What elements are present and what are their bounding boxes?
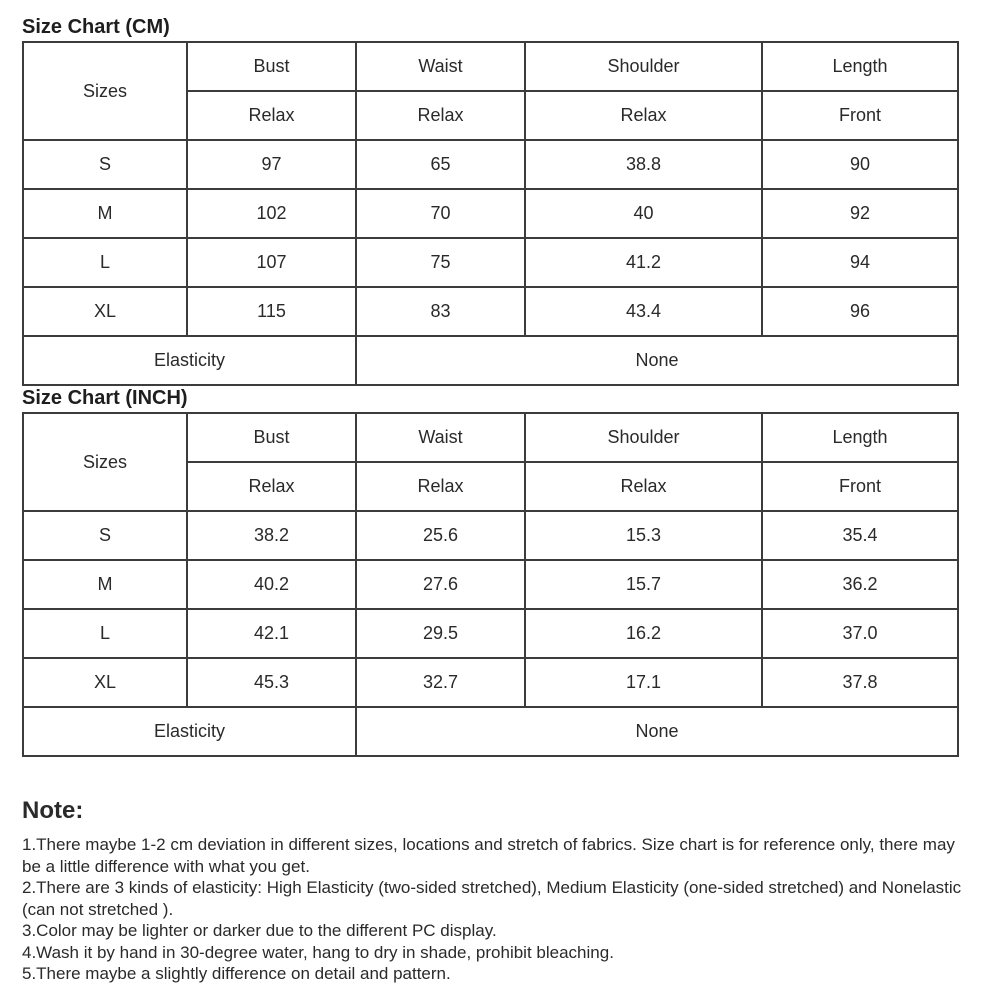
bust-cell: 102 (187, 189, 356, 238)
waist-header: Waist (356, 42, 525, 91)
sizes-header: Sizes (23, 413, 187, 511)
table-row (23, 140, 958, 189)
length-subheader: Front (762, 91, 958, 140)
length-cell: 96 (762, 287, 958, 336)
size-cell: XL (23, 658, 187, 707)
shoulder-subheader: Relax (525, 462, 762, 511)
size-cell: L (23, 609, 187, 658)
waist-cell: 29.5 (356, 609, 525, 658)
table-row (23, 658, 958, 707)
waist-cell: 27.6 (356, 560, 525, 609)
waist-subheader: Relax (356, 91, 525, 140)
size-cell: S (23, 140, 187, 189)
length-cell: 37.8 (762, 658, 958, 707)
shoulder-cell: 38.8 (525, 140, 762, 189)
length-subheader: Front (762, 462, 958, 511)
shoulder-cell: 41.2 (525, 238, 762, 287)
table-row (23, 609, 958, 658)
bust-subheader: Relax (187, 91, 356, 140)
size-cell: M (23, 560, 187, 609)
size-chart-cm-table (22, 41, 959, 386)
size-chart-inch-title: Size Chart (INCH) (22, 387, 188, 409)
waist-subheader: Relax (356, 462, 525, 511)
note-item: 2.There are 3 kinds of elasticity: High Elasticity (two-sided stretched), Medium Elasticity (one-sided stretched) and Nonelastic (can not stretched ). (22, 878, 962, 919)
elasticity-label: Elasticity (23, 707, 356, 756)
size-cell: XL (23, 287, 187, 336)
table-row (23, 238, 958, 287)
bust-cell: 97 (187, 140, 356, 189)
bust-header: Bust (187, 413, 356, 462)
shoulder-cell: 40 (525, 189, 762, 238)
length-cell: 36.2 (762, 560, 958, 609)
length-cell: 37.0 (762, 609, 958, 658)
length-cell: 92 (762, 189, 958, 238)
note-item: 3.Color may be lighter or darker due to the different PC display. (22, 921, 497, 940)
length-cell: 94 (762, 238, 958, 287)
size-cell: L (23, 238, 187, 287)
note-item: 5.There maybe a slightly difference on detail and pattern. (22, 964, 451, 983)
bust-cell: 107 (187, 238, 356, 287)
elasticity-row (23, 707, 958, 756)
shoulder-subheader: Relax (525, 91, 762, 140)
elasticity-row (23, 336, 958, 385)
waist-cell: 32.7 (356, 658, 525, 707)
elasticity-value: None (356, 336, 958, 385)
waist-cell: 65 (356, 140, 525, 189)
shoulder-cell: 17.1 (525, 658, 762, 707)
length-cell: 90 (762, 140, 958, 189)
waist-header: Waist (356, 413, 525, 462)
bust-cell: 45.3 (187, 658, 356, 707)
size-cell: M (23, 189, 187, 238)
bust-cell: 40.2 (187, 560, 356, 609)
table-row (23, 287, 958, 336)
bust-cell: 38.2 (187, 511, 356, 560)
shoulder-cell: 15.7 (525, 560, 762, 609)
size-chart-cm-title: Size Chart (CM) (22, 16, 170, 38)
table-row (23, 189, 958, 238)
shoulder-cell: 16.2 (525, 609, 762, 658)
waist-cell: 25.6 (356, 511, 525, 560)
table-header-row (23, 42, 958, 91)
waist-cell: 75 (356, 238, 525, 287)
note-heading: Note: (22, 797, 84, 824)
length-header: Length (762, 42, 958, 91)
note-item: 4.Wash it by hand in 30-degree water, hang to dry in shade, prohibit bleaching. (22, 942, 614, 962)
table-row (23, 560, 958, 609)
size-cell: S (23, 511, 187, 560)
bust-header: Bust (187, 42, 356, 91)
shoulder-cell: 15.3 (525, 511, 762, 560)
length-header: Length (762, 413, 958, 462)
waist-cell: 70 (356, 189, 525, 238)
note-item: 1.There maybe 1-2 cm deviation in different sizes, locations and stretch of fabrics. Size chart is for reference only, there may be a little difference with what you get. (22, 835, 955, 876)
shoulder-header: Shoulder (525, 42, 762, 91)
bust-cell: 42.1 (187, 609, 356, 658)
table-header-row (23, 413, 958, 462)
table-row (23, 511, 958, 560)
elasticity-label: Elasticity (23, 336, 356, 385)
shoulder-header: Shoulder (525, 413, 762, 462)
size-chart-inch-table (22, 412, 959, 757)
bust-subheader: Relax (187, 462, 356, 511)
elasticity-value: None (356, 707, 958, 756)
waist-cell: 83 (356, 287, 525, 336)
note-list (22, 834, 972, 985)
sizes-header: Sizes (23, 42, 187, 140)
shoulder-cell: 43.4 (525, 287, 762, 336)
bust-cell: 115 (187, 287, 356, 336)
length-cell: 35.4 (762, 511, 958, 560)
